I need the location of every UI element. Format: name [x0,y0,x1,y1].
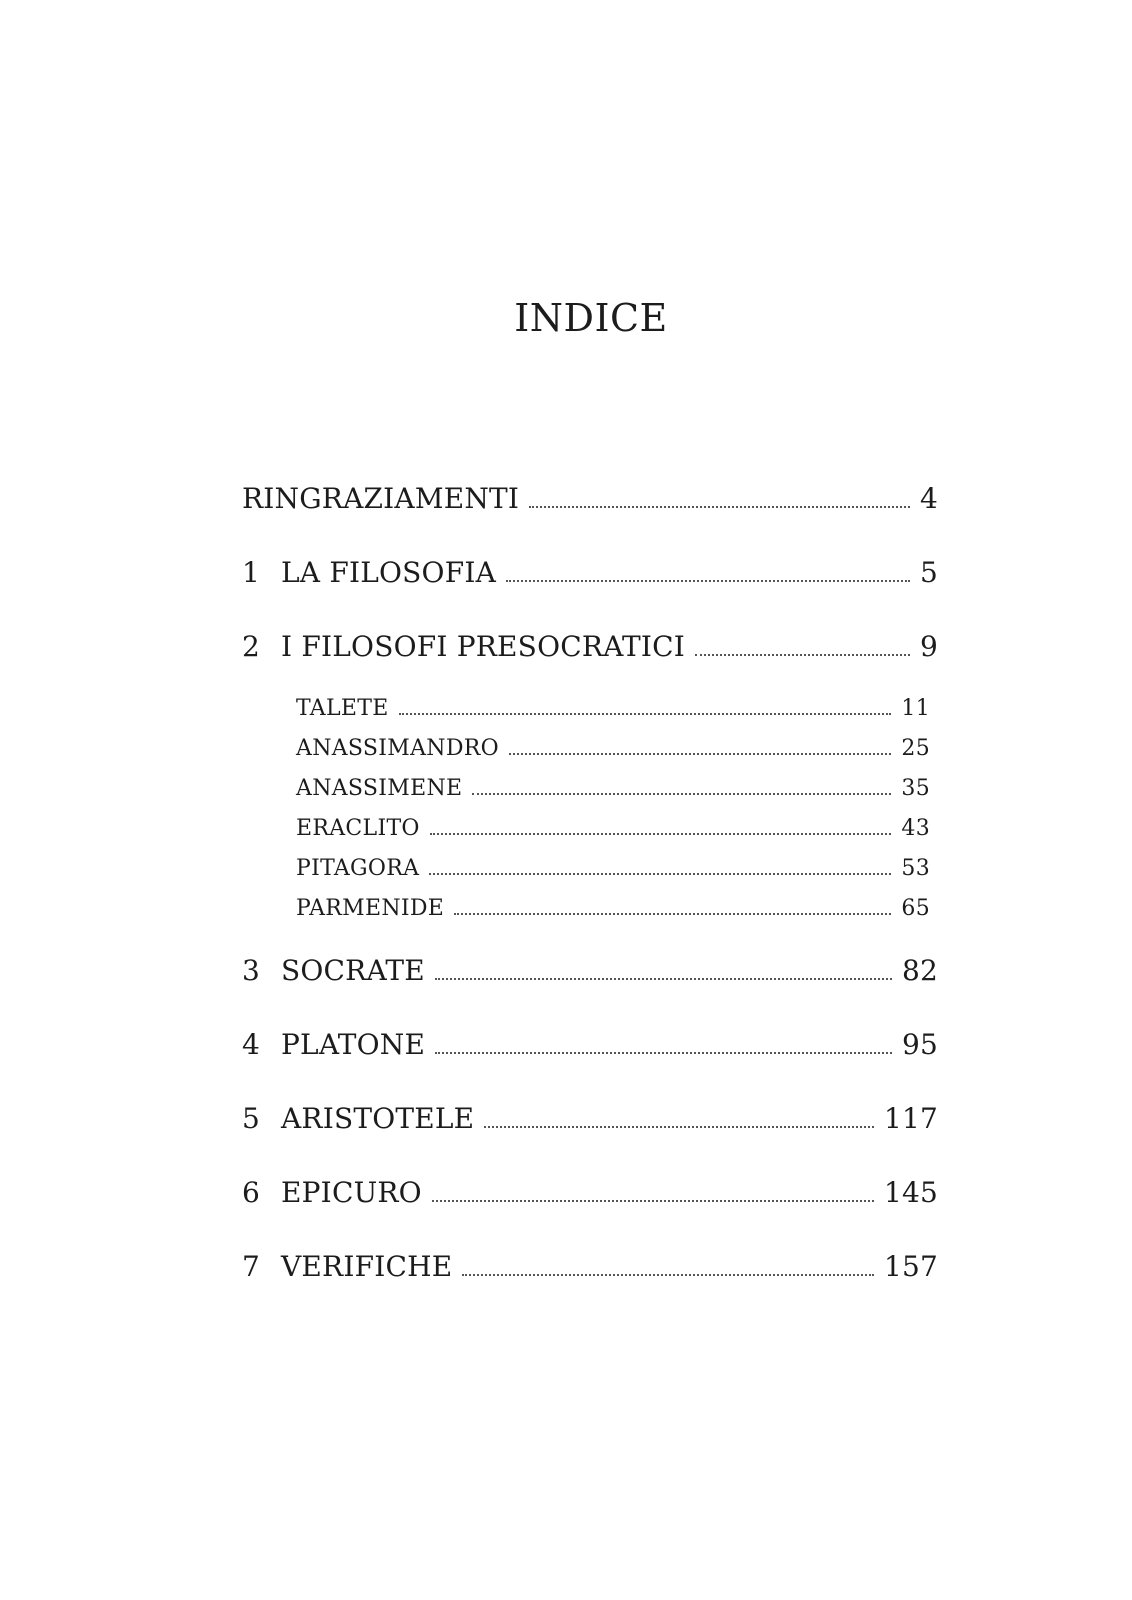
toc-entry-la-filosofia[interactable] [242,556,938,630]
toc-subentry-eraclito[interactable] [242,816,938,856]
toc-dot-leader [695,654,910,656]
toc-entry-label: LA FILOSOFIA [281,556,496,589]
toc-subentry-label: TALETE [296,696,389,721]
toc-chapter-number: 4 [242,1028,261,1061]
toc-dot-leader [399,713,892,715]
toc-page-number: 95 [901,1028,938,1061]
toc-chapter-number: 6 [242,1176,261,1209]
toc-page-number: 157 [883,1250,938,1283]
toc-subentry-label: ANASSIMANDRO [296,736,499,761]
toc-entry-epicuro[interactable] [242,1176,938,1250]
toc-subentry-anassimandro[interactable] [242,736,938,776]
toc-dot-leader [529,506,910,508]
toc-subentry-talete[interactable] [242,696,938,736]
toc-entry-label: ARISTOTELE [281,1102,475,1135]
toc-dot-leader [454,913,891,915]
toc-chapter-number: 2 [242,630,261,663]
toc-dot-leader [429,873,891,875]
toc-dot-leader [462,1274,874,1276]
toc-subentry-parmenide[interactable] [242,896,938,936]
toc-dot-leader [506,580,910,582]
toc-entry-label: I FILOSOFI PRESOCRATICI [281,630,686,663]
toc-subentry-label: PITAGORA [296,856,420,881]
toc-page-number: 43 [901,816,930,841]
toc-dot-leader [472,793,891,795]
toc-entry-label: EPICURO [281,1176,422,1209]
toc-entry-aristotele[interactable] [242,1102,938,1176]
toc-dot-leader [484,1126,874,1128]
toc-entry-socrate[interactable] [242,954,938,1028]
toc-entry-label: VERIFICHE [281,1250,453,1283]
toc-entry-platone[interactable] [242,1028,938,1102]
toc-chapter-number: 1 [242,556,261,589]
toc-page-number: 145 [883,1176,938,1209]
toc-subentry-label: ERACLITO [296,816,420,841]
toc-dot-leader [435,978,892,980]
toc-subentry-label: PARMENIDE [296,896,445,921]
toc-page-number: 9 [919,630,938,663]
toc-page-number: 25 [901,736,930,761]
toc-chapter-number: 5 [242,1102,261,1135]
toc-subentry-anassimene[interactable] [242,776,938,816]
toc-page-number: 117 [883,1102,938,1135]
page-title: INDICE [514,296,668,340]
toc-dot-leader [435,1052,892,1054]
toc-dot-leader [430,833,892,835]
toc-page-number: 35 [901,776,930,801]
toc-page-number: 11 [901,696,930,721]
toc-chapter-number: 3 [242,954,261,987]
toc-page-number: 65 [901,896,930,921]
toc-chapter-number: 7 [242,1250,261,1283]
toc-entry-ringraziamenti[interactable] [242,482,938,556]
table-of-contents [242,482,938,1324]
toc-subentry-label: ANASSIMENE [296,776,463,801]
toc-entry-label: SOCRATE [281,954,425,987]
toc-entry-label: RINGRAZIAMENTI [242,482,520,515]
toc-entry-label: PLATONE [281,1028,426,1061]
toc-page-number: 53 [901,856,930,881]
toc-page-number: 4 [919,482,938,515]
toc-page-number: 82 [901,954,938,987]
toc-subentry-pitagora[interactable] [242,856,938,896]
toc-page-number: 5 [919,556,938,589]
toc-dot-leader [432,1200,874,1202]
toc-entry-filosofi-presocratici[interactable] [242,630,938,704]
toc-entry-verifiche[interactable] [242,1250,938,1324]
toc-dot-leader [509,753,891,755]
